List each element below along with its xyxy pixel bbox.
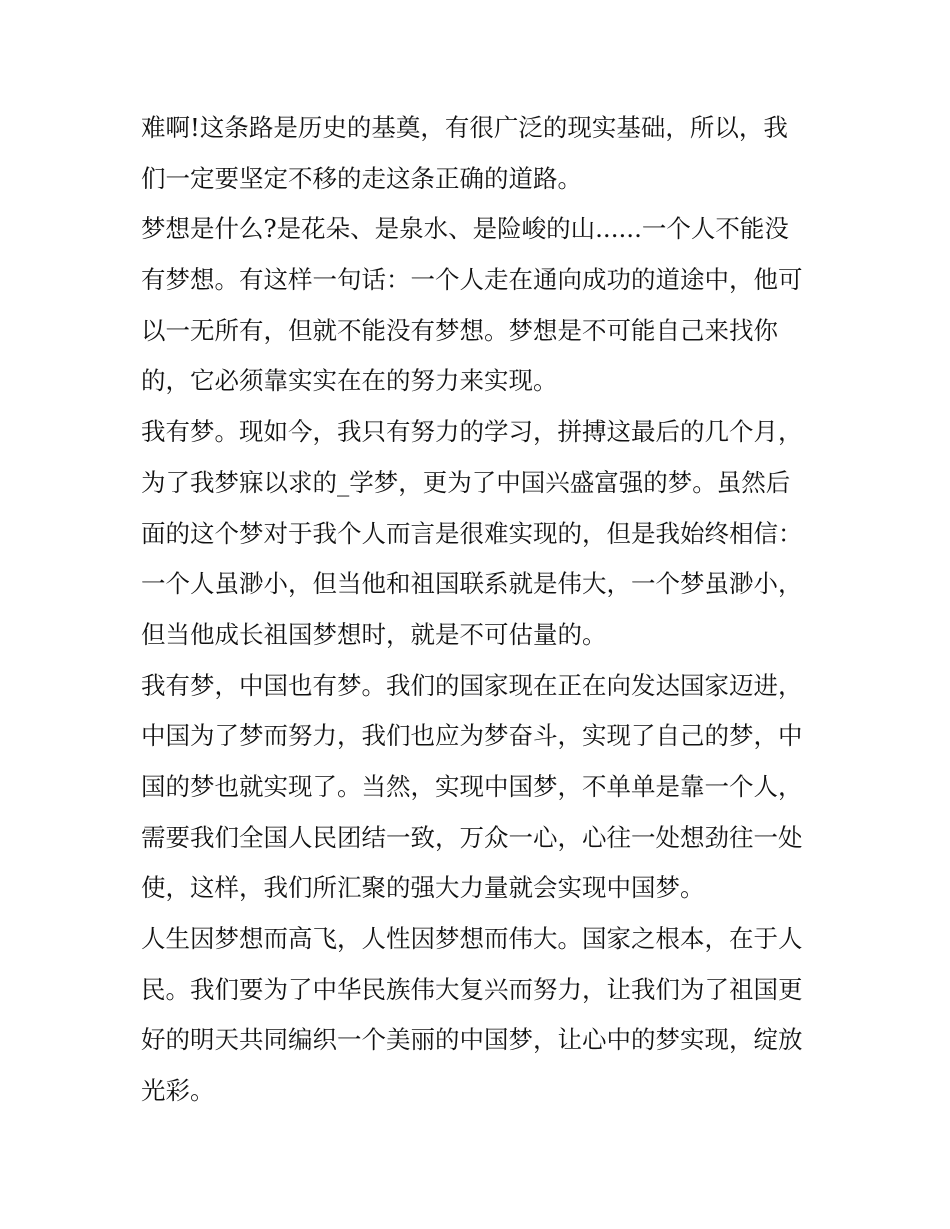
text-line: 们一定要坚定不移的走这条正确的道路。 (141, 163, 582, 193)
text-line: 我有梦。现如今，我只有努力的学习，拼搏这最后的几个月， (141, 417, 803, 447)
text-line: 有梦想。有这样一句话：一个人走在通向成功的道途中，他可 (141, 265, 803, 295)
text-line: 为了我梦寐以求的_学梦，更为了中国兴盛富强的梦。虽然后 (141, 467, 791, 497)
text-line: 但当他成长祖国梦想时，就是不可估量的。 (141, 619, 607, 649)
text-line: 需要我们全国人民团结一致，万众一心，心往一处想劲往一处 (141, 822, 803, 852)
text-line: 面的这个梦对于我个人而言是很难实现的，但是我始终相信： (141, 518, 803, 548)
text-line: 国的梦也就实现了。当然，实现中国梦，不单单是靠一个人， (141, 771, 803, 801)
document-body (141, 103, 816, 1117)
text-line: 中国为了梦而努力，我们也应为梦奋斗，实现了自己的梦，中 (141, 721, 803, 751)
text-line: 使，这样，我们所汇聚的强大力量就会实现中国梦。 (141, 873, 705, 903)
text-line: 光彩。 (141, 1076, 215, 1106)
text-line: 的，它必须靠实实在在的努力来实现。 (141, 366, 558, 396)
text-line: 民。我们要为了中华民族伟大复兴而努力，让我们为了祖国更 (141, 974, 803, 1004)
text-line: 我有梦，中国也有梦。我们的国家现在正在向发达国家迈进， (141, 670, 803, 700)
text-line: 难啊!这条路是历史的基奠，有很广泛的现实基础，所以，我 (141, 113, 788, 142)
text-line: 好的明天共同编织一个美丽的中国梦，让心中的梦实现，绽放 (141, 1025, 803, 1055)
text-line: 梦想是什么?是花朵、是泉水、是险峻的山......一个人不能没 (141, 214, 789, 244)
text-line: 人生因梦想而高飞，人性因梦想而伟大。国家之根本，在于人 (141, 924, 803, 953)
text-line: 一个人虽渺小，但当他和祖国联系就是伟大，一个梦虽渺小， (141, 569, 803, 599)
text-line: 以一无所有，但就不能没有梦想。梦想是不可能自己来找你 (141, 315, 778, 345)
